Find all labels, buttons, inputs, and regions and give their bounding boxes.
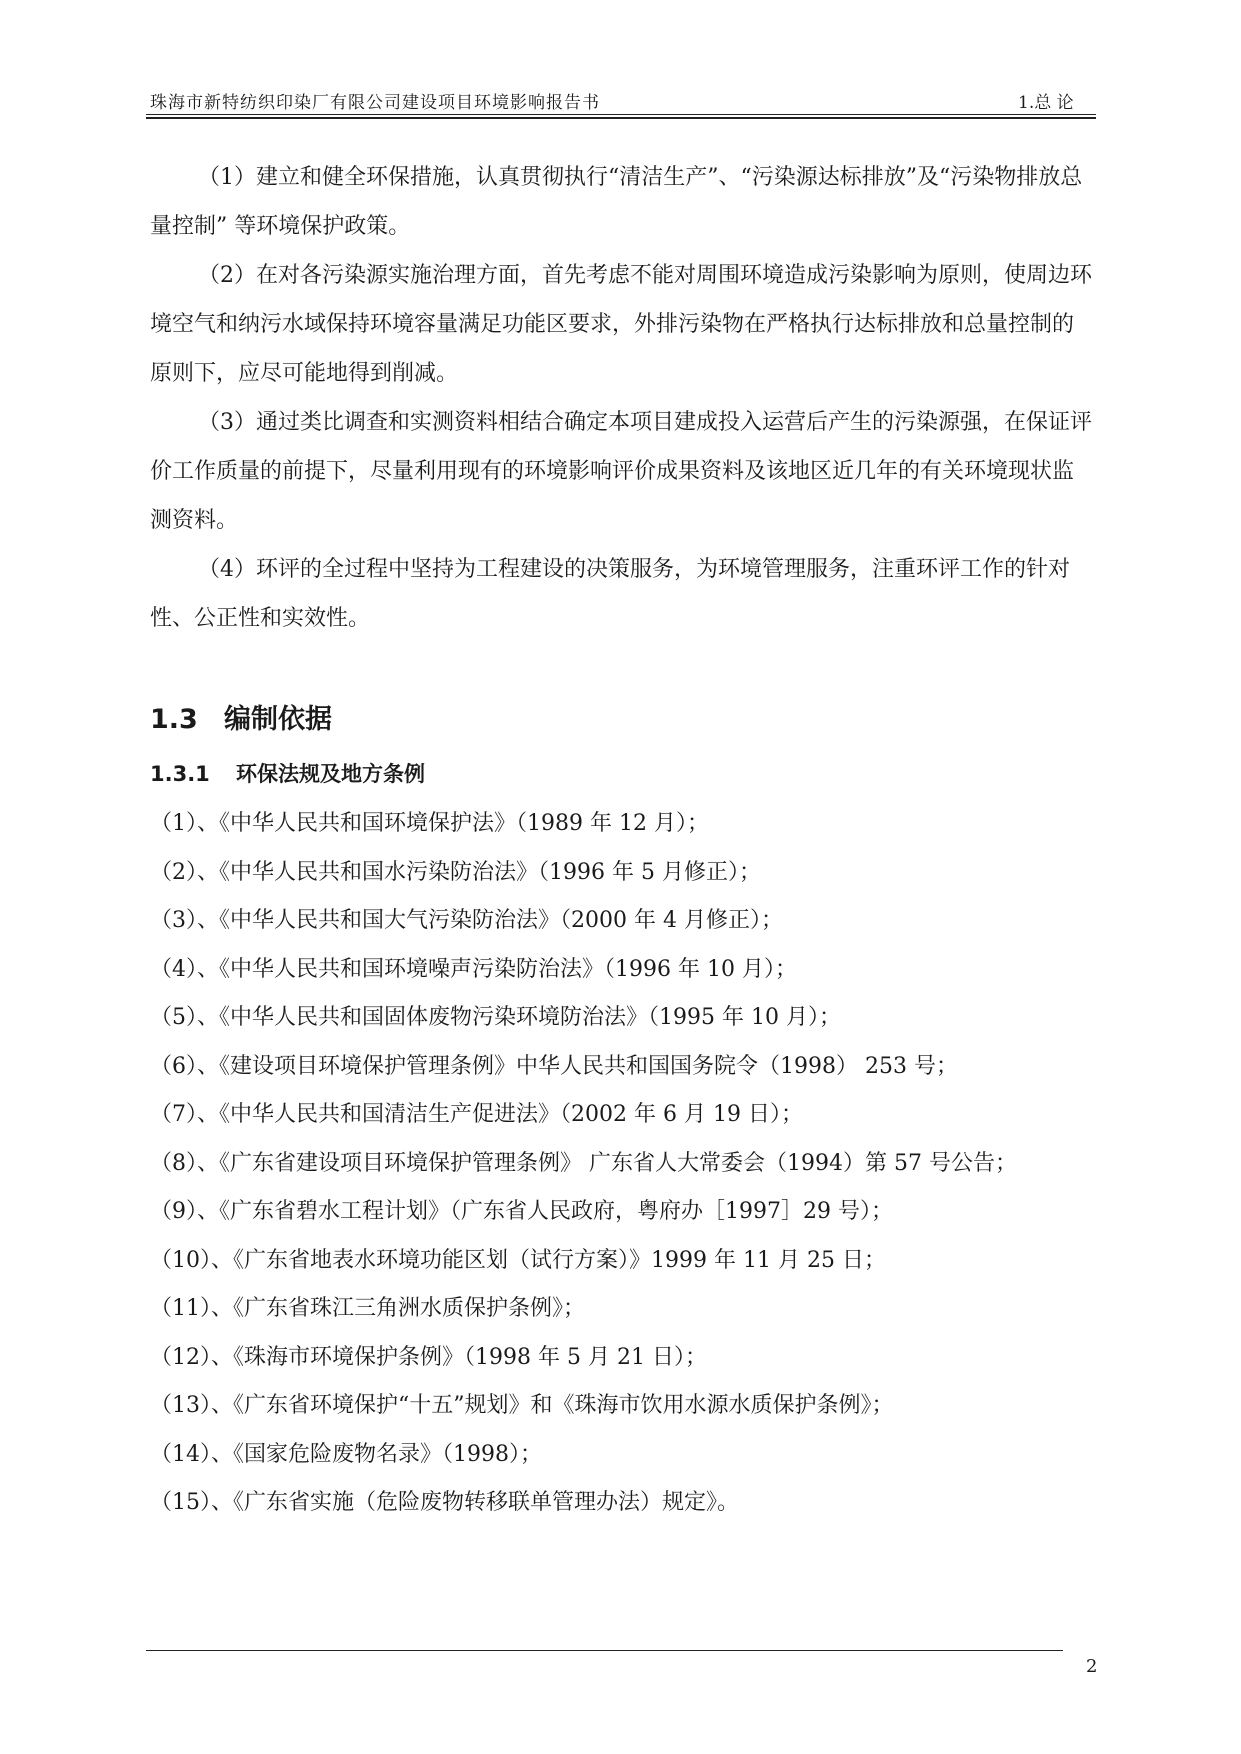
reference-item: （1）、《中华人民共和国环境保护法》（1989 年 12 月）； [150,811,709,836]
footer-rule [146,1650,1063,1651]
reference-list [150,800,1110,1528]
paragraph-1 [150,153,1095,251]
reference-item: （3）、《中华人民共和国大气污染防治法》（2000 年 4 月修正）； [150,908,783,933]
reference-item: （5）、《中华人民共和国固体废物污染环境防治法》（1995 年 10 月）； [150,1005,841,1030]
paragraph-3 [150,398,1095,545]
header-rule-thick [146,117,1096,119]
reference-item: （2）、《中华人民共和国水污染防治法》（1996 年 5 月修正）； [150,859,761,885]
paragraph-3-rest: 在保证评价工作质量的前提下，尽量利用现有的环境影响评价成果资料及该地区近几年的有关环境现状监测资料。 [150,410,1093,533]
paragraph-2-rest: 使周边环境空气和纳污水域保持环境容量满足功能区要求，外排污染物在严格执行达标排放和总量控制的原则下，应尽可能地得到削减。 [150,263,1093,386]
paragraph-1-rest: 染物排放总量控制” 等环境保护政策。 [150,165,1083,239]
header-rule-thin [146,114,1096,115]
running-header-title: 珠海市新特纺织印染厂有限公司建设项目环境影响报告书 [150,93,600,113]
paragraph-4 [150,545,1095,643]
reference-item: （12）、《珠海市环境保护条例》（1998 年 5 月 21 日）； [150,1344,707,1370]
section-title: 编制依据 [224,704,332,735]
reference-item: （7）、《中华人民共和国清洁生产促进法》（2002 年 6 月 19 日）； [150,1102,803,1127]
subsection-number: 1.3.1 [150,762,210,786]
reference-item: （6）、《建设项目环境保护管理条例》中华人民共和国国务院令（1998） 253 号； [150,1053,958,1079]
reference-item: （13）、《广东省环境保护“十五”规划》和《珠海市饮用水源水质保护条例》； [150,1393,894,1418]
reference-item: （10）、《广东省地表水环境功能区划（试行方案）》1999 年 11 月 25 日； [150,1247,886,1273]
reference-item: （15）、《广东省实施（危险废物转移联单管理办法）规定》。 [150,1490,739,1515]
paragraph-3-first: （3）通过类比调查和实测资料相结合确定本项目建成投入运营后产生的污染源强， [198,410,1004,435]
section-heading [150,697,332,736]
reference-item: （14）、《国家危险废物名录》（1998）； [150,1441,542,1467]
subsection-title: 环保法规及地方条例 [236,762,425,786]
paragraph-4-rest: 作的针对性、公正性和实效性。 [150,557,1071,631]
reference-item: （4）、《中华人民共和国环境噪声污染防治法》（1996 年 10 月）； [150,956,797,982]
section-number: 1.3 [150,704,198,735]
paragraph-1-first: （1）建立和健全环保措施，认真贯彻执行“清洁生产”、“污染源达标排放”及“污 [198,165,973,190]
page-number: 2 [1086,1656,1098,1677]
running-header-chapter: 1.总 论 [1018,93,1074,113]
paragraph-2 [150,251,1095,398]
paragraph-2-first: （2）在对各污染源实施治理方面，首先考虑不能对周围环境造成污染影响为原则， [198,263,1004,288]
reference-item: （9）、《广东省碧水工程计划》（广东省人民政府，粤府办［1997］29 号）； [150,1199,893,1224]
paragraph-4-first: （4）环评的全过程中坚持为工程建设的决策服务，为环境管理服务，注重环评工 [198,557,982,582]
subsection-heading [150,758,425,788]
reference-item: （8）、《广东省建设项目环境保护管理条例》 广东省人大常委会（1994）第 57 号公告； [150,1150,1017,1176]
reference-item: （11）、《广东省珠江三角洲水质保护条例》； [150,1296,585,1321]
